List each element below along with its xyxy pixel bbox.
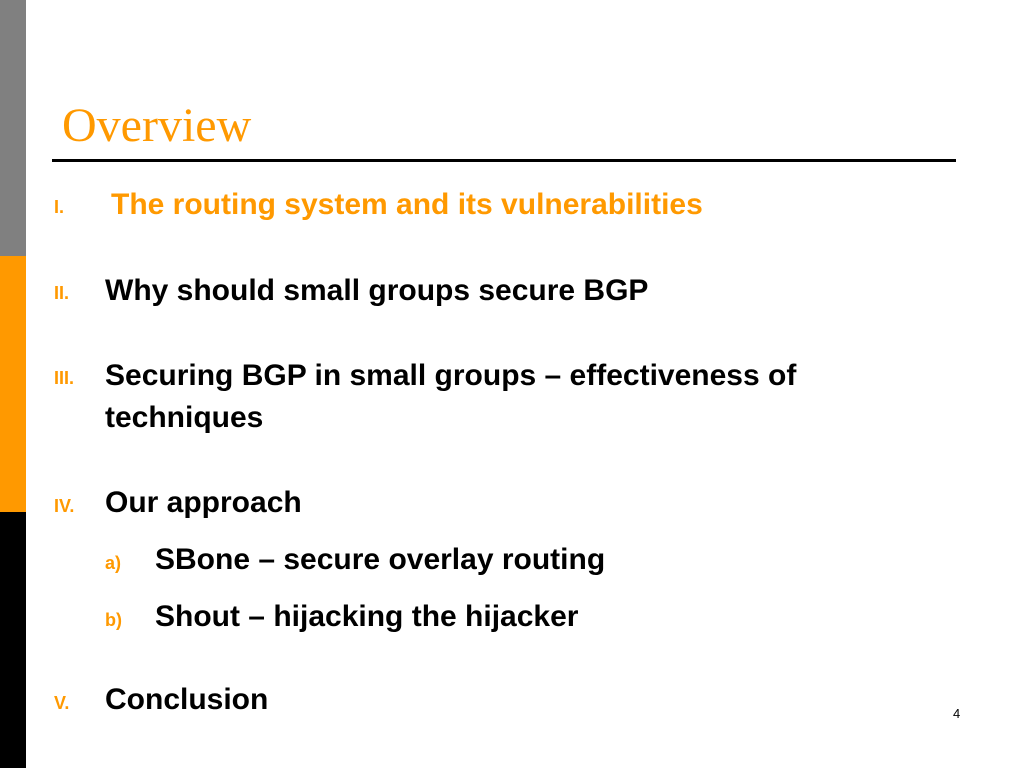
side-bar-gray <box>0 0 26 256</box>
item-2-numeral: II. <box>54 283 70 303</box>
item-5-text: Conclusion <box>105 683 269 716</box>
side-bar-orange <box>0 256 26 512</box>
item-4-numeral: IV. <box>54 496 75 516</box>
side-bar-black <box>0 512 26 768</box>
subitem-b-letter: b) <box>105 610 122 630</box>
page-number: 4 <box>953 706 961 721</box>
title-divider <box>52 159 956 162</box>
item-3-text-line2: techniques <box>105 401 264 434</box>
subitem-a-text: SBone – secure overlay routing <box>155 543 606 576</box>
item-1-numeral: I. <box>54 197 65 217</box>
item-4-text: Our approach <box>105 486 302 519</box>
item-3-text-line1: Securing BGP in small groups – effectiveness of <box>105 359 797 392</box>
subitem-a-letter: a) <box>105 553 122 573</box>
slide-title: Overview <box>62 99 252 152</box>
item-2-text: Why should small groups secure BGP <box>105 274 649 307</box>
item-3-numeral: III. <box>54 368 75 388</box>
subitem-b-text: Shout – hijacking the hijacker <box>155 600 579 633</box>
item-5-numeral: V. <box>54 693 70 713</box>
item-1-text: The routing system and its vulnerabilities <box>111 188 703 221</box>
